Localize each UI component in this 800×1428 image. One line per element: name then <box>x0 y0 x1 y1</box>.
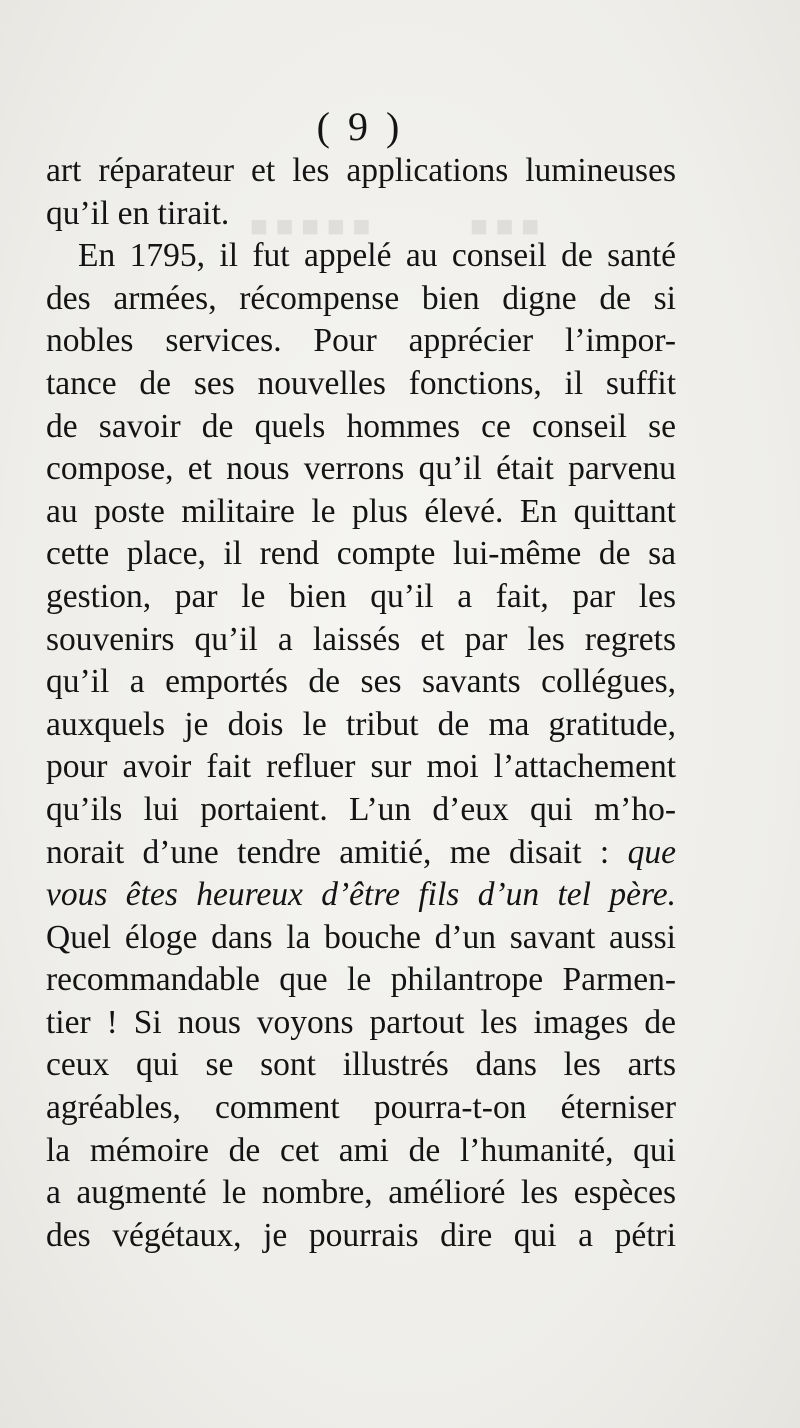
text-line: qu’ils lui portaient. L’un d’eux qui m’ho- <box>46 790 676 828</box>
text-line: des végétaux, je pourrais dire qui a pétri <box>46 1216 676 1254</box>
italic-quote-start: que <box>627 833 676 871</box>
show-through-text: ■ ■ ■ ■ ■ <box>250 210 371 243</box>
text-line: gestion, par le bien qu’il a fait, par les <box>46 577 676 615</box>
text-line: a augmenté le nombre, amélioré les espèces <box>46 1174 676 1212</box>
text-line: Quel éloge dans la bouche d’un savant aussi <box>46 918 676 956</box>
body-text <box>46 150 676 1257</box>
text-line: auxquels je dois le tribut de ma gratitude, <box>46 705 676 743</box>
text-line: nobles services. Pour apprécier l’impor- <box>46 322 676 360</box>
text-line: de savoir de quels hommes ce conseil se <box>46 407 676 445</box>
paragraph-first-line: En 1795, il fut appelé au conseil de santé <box>78 237 676 275</box>
show-through-text: ■ ■ ■ <box>470 210 540 243</box>
text-line: souvenirs qu’il a laissés et par les regrets <box>46 620 676 658</box>
text-line: qu’il a emportés de ses savants collégues, <box>46 663 676 701</box>
text-line: agréables, comment pourra-t-on éterniser <box>46 1089 676 1127</box>
text-line: cette place, il rend compte lui-même de sa <box>46 535 676 573</box>
italic-quote-line: vous êtes heureux d’être fils d’un tel père. <box>46 876 676 914</box>
text-line: des armées, récompense bien digne de si <box>46 279 676 317</box>
page-number: ( 9 ) <box>316 104 404 149</box>
text-line: norait d’une tendre amitié, me disait : que <box>46 833 676 871</box>
text-line: au poste militaire le plus élevé. En quittant <box>46 492 676 530</box>
text-line: recommandable que le philantrope Parmen- <box>46 961 676 999</box>
text-line: pour avoir fait refluer sur moi l’attachement <box>46 748 676 786</box>
text-line: tier ! Si nous voyons partout les images de <box>46 1003 676 1041</box>
text-line: la mémoire de cet ami de l’humanité, qui <box>46 1131 676 1169</box>
text-line: art réparateur et les applications lumineuses <box>46 152 676 189</box>
text-line: tance de ses nouvelles fonctions, il suffit <box>46 364 676 402</box>
text-line: compose, et nous verrons qu’il était parvenu <box>46 450 676 488</box>
text-line: qu’il en tirait. <box>46 194 230 232</box>
text-line: ceux qui se sont illustrés dans les arts <box>46 1046 676 1084</box>
